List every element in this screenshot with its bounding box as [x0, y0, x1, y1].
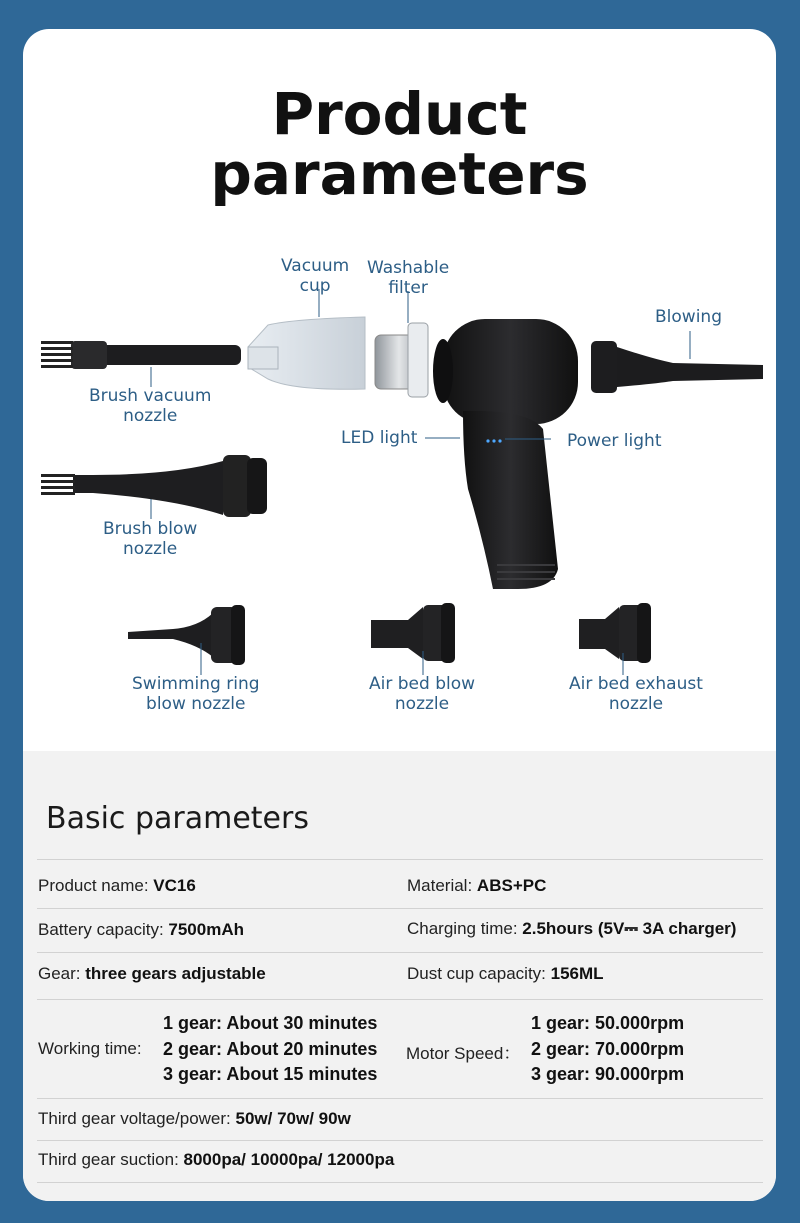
- motor-speed-gear-2: 2 gear: 70.000rpm: [531, 1039, 685, 1059]
- param-voltage-power: Third gear voltage/power: 50w/ 70w/ 90w: [38, 1109, 351, 1128]
- divider: [37, 1098, 763, 1099]
- param-dust-cup-capacity: Dust cup capacity: 156ML: [407, 964, 604, 983]
- page-title-line2: parameters: [210, 140, 589, 208]
- washable-filter-image: [375, 291, 428, 397]
- working-time-gear-1: 1 gear: About 30 minutes: [163, 1013, 378, 1033]
- label-swimming-ring-nozzle: Swimming ring blow nozzle: [132, 674, 260, 714]
- section-title: Basic parameters: [46, 801, 309, 836]
- label-vacuum-cup: Vacuum cup: [281, 256, 350, 296]
- param-gear: Gear: three gears adjustable: [38, 964, 266, 983]
- label-air-bed-exhaust-nozzle: Air bed exhaust nozzle: [569, 674, 703, 714]
- divider: [37, 908, 763, 909]
- air-bed-exhaust-nozzle-image: [579, 603, 651, 675]
- brush-vacuum-nozzle-image: [41, 341, 241, 387]
- vacuum-body-image: [425, 319, 578, 589]
- brush-blow-nozzle-image: [41, 455, 267, 519]
- label-air-bed-blow-nozzle: Air bed blow nozzle: [369, 674, 476, 714]
- param-product-name: Product name: VC16: [38, 876, 196, 895]
- label-power-light: Power light: [567, 431, 662, 451]
- blowing-nozzle-image: [591, 331, 763, 393]
- divider: [37, 859, 763, 860]
- param-suction: Third gear suction: 8000pa/ 10000pa/ 12000pa: [38, 1150, 395, 1169]
- working-time-gear-2: 2 gear: About 20 minutes: [163, 1039, 378, 1059]
- motor-speed-gear-1: 1 gear: 50.000rpm: [531, 1013, 685, 1033]
- divider: [37, 1182, 763, 1183]
- param-motor-speed-label: Motor Speed：: [406, 1044, 521, 1063]
- basic-parameters-section: [23, 751, 776, 1201]
- param-charging-time: Charging time: 2.5hours (5V⎓ 3A charger): [407, 919, 737, 938]
- divider: [37, 999, 763, 1000]
- divider: [37, 952, 763, 953]
- label-led-light: LED light: [341, 428, 418, 448]
- param-material: Material: ABS+PC: [407, 876, 547, 895]
- divider: [37, 1140, 763, 1141]
- param-working-time-label: Working time:: [38, 1039, 142, 1058]
- label-brush-vacuum-nozzle: Brush vacuum nozzle: [89, 386, 212, 426]
- working-time-gear-3: 3 gear: About 15 minutes: [163, 1064, 378, 1084]
- swimming-ring-nozzle-image: [128, 605, 245, 675]
- product-card: [23, 29, 776, 1201]
- label-washable-filter: Washable filter: [367, 258, 450, 298]
- label-brush-blow-nozzle: Brush blow nozzle: [103, 519, 198, 559]
- page-title-line1: Product: [271, 80, 528, 148]
- label-blowing: Blowing: [655, 307, 722, 327]
- vacuum-cup-image: [248, 289, 365, 389]
- motor-speed-gear-3: 3 gear: 90.000rpm: [531, 1064, 685, 1084]
- param-battery-capacity: Battery capacity: 7500mAh: [38, 920, 244, 939]
- air-bed-blow-nozzle-image: [371, 603, 455, 675]
